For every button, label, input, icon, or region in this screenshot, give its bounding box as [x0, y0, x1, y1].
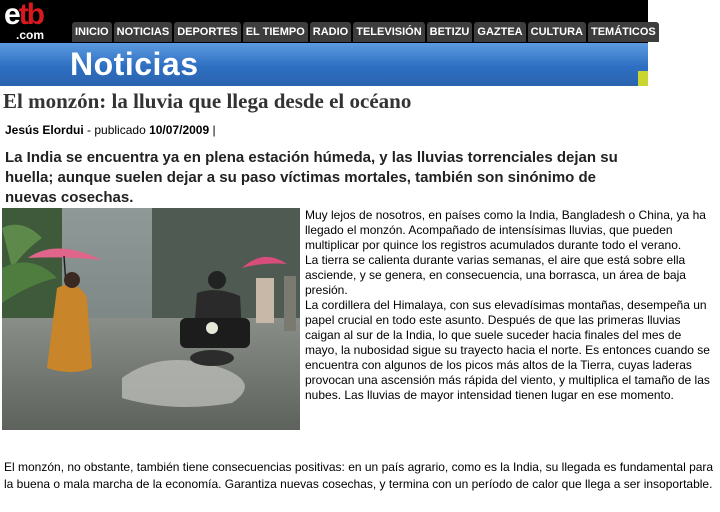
nav-item-inicio[interactable]: INICIO: [72, 22, 112, 42]
nav-item-noticias[interactable]: NOTICIAS: [114, 22, 173, 42]
banner-edge-tab: [638, 71, 648, 86]
article-photo: [2, 208, 300, 430]
published-label: - publicado: [83, 123, 150, 137]
top-navigation-bar: [0, 0, 656, 43]
article-paragraph: La cordillera del Himalaya, con sus elevadísimas montañas, desempeña un papel crucial en todo este asunto. Después de que las primeras lluvias caigan al sur de la India, lo que suele suceder hacia finales del mes de mayo, la nubosidad sigue su trayecto hacia el norte. Es entonces cuando se encuentra con algunos de los picos más altos de la Tierra, cuyas laderas provocan una ascensión más rápida del viento, y multiplica el tamaño de las nubes. Las lluvias de mayor intensidad tienen lugar en ese momento.: [305, 298, 710, 402]
byline-separator: |: [209, 123, 216, 137]
article-byline: [5, 123, 216, 137]
nav-item-tematicos[interactable]: TEMÁTICOS: [588, 22, 659, 42]
article-lead: La India se encuentra ya en plena estación húmeda, y las lluvias torrenciales dejan su huella; aunque suelen dejar a su paso víctimas mortales, también son sinónimo de nuevas cosechas.: [5, 149, 618, 206]
nav-item-el-tiempo[interactable]: EL TIEMPO: [243, 22, 308, 42]
logo-letters: etb: [4, 0, 44, 31]
main-nav: [72, 22, 659, 42]
logo-suffix: .com: [16, 28, 45, 42]
article-paragraph: Muy lejos de nosotros, en países como la India, Bangladesh o China, ya ha llegado el monzón. Acompañado de intensísimas lluvias, que pueden multiplicar por quince los registros acumulados durante todo el verano.: [305, 208, 706, 252]
nav-item-radio[interactable]: RADIO: [310, 22, 351, 42]
etb-logo[interactable]: [2, 2, 66, 42]
section-title: Noticias: [70, 46, 199, 82]
article-paragraph: La tierra se calienta durante varias semanas, el aire que está sobre ella asciende, y se genera, en consecuencia, una borrasca, un área de baja presión.: [305, 253, 686, 297]
section-banner: [0, 43, 648, 86]
nav-item-cultura[interactable]: CULTURA: [528, 22, 586, 42]
nav-item-betizu[interactable]: BETIZU: [427, 22, 473, 42]
article-body-column: [305, 208, 717, 403]
publish-date: 10/07/2009: [149, 123, 210, 137]
article-closing-paragraph: El monzón, no obstante, también tiene consecuencias positivas: en un país agrario, como es la India, su llegada es fundamental para la buena o mala marcha de la economía. Garantiza nuevas cosechas, y termina con un período de calor que llega a ser insoportable.: [4, 460, 714, 491]
monsoon-flood-photo: [2, 208, 300, 430]
nav-item-television[interactable]: TELEVISIÓN: [353, 22, 424, 42]
nav-item-deportes[interactable]: DEPORTES: [174, 22, 241, 42]
article-headline: El monzón: la lluvia que llega desde el océano: [3, 89, 412, 113]
nav-item-gaztea[interactable]: GAZTEA: [474, 22, 525, 42]
author-name: Jesús Elordui: [5, 123, 84, 137]
